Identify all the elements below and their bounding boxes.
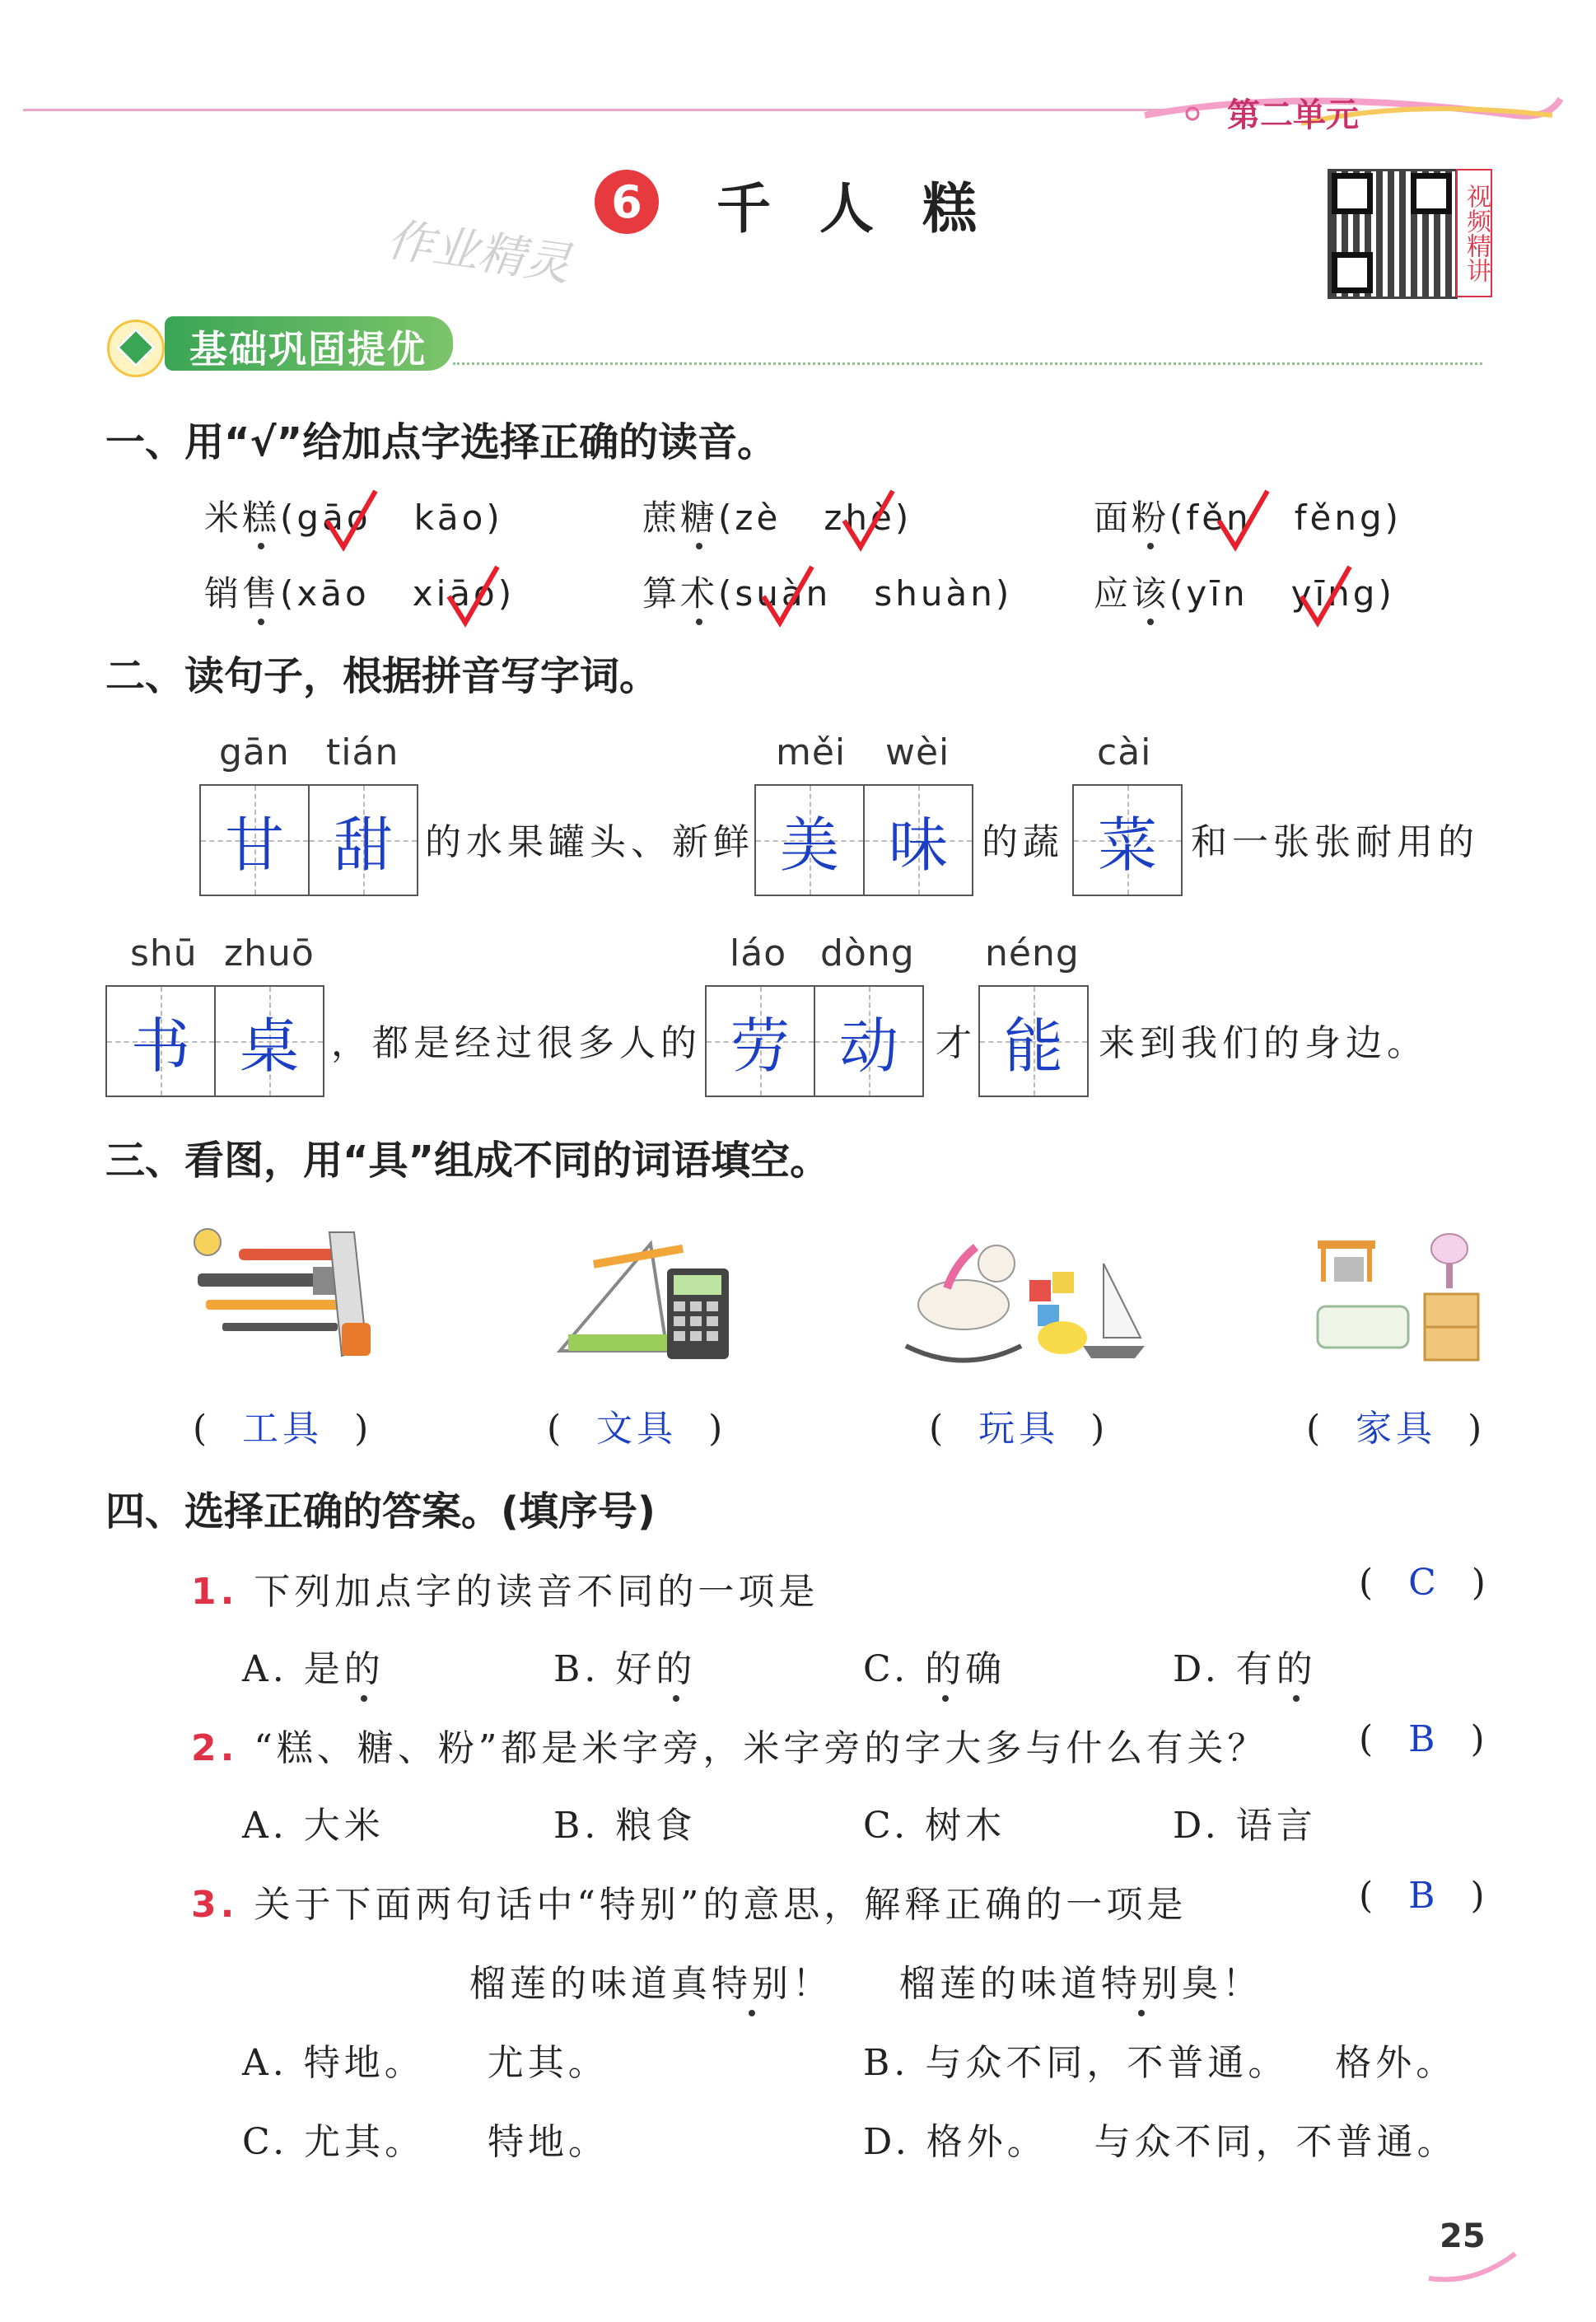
grid-cell: 甘 [201, 786, 308, 895]
pinyin: shū [130, 932, 198, 974]
q1-item: 应该(yīn yīng) [1094, 573, 1395, 614]
pinyin: tián [326, 731, 399, 773]
sentence-text: 的水果罐头、新鲜 [425, 821, 754, 863]
q1-item: 销售(xāo xiāo) [204, 573, 516, 614]
sentence-text: 和一张张耐用的 [1191, 821, 1479, 863]
pinyin-option[interactable]: fěng [1294, 498, 1385, 538]
q1-item: 面粉(fěn fěng) [1094, 498, 1402, 538]
pinyin-option[interactable]: zhè [824, 498, 895, 538]
writing-grid[interactable] [978, 985, 1089, 1097]
q1-item: 蔗糖(zè zhè) [642, 498, 912, 538]
answer-paren: ( C ) [1359, 1562, 1490, 1604]
writing-grid[interactable] [105, 985, 324, 1097]
option-d[interactable]: D. 有的 [1173, 1648, 1317, 1690]
qr-corner-tl [1332, 173, 1373, 214]
checkmark-icon [840, 488, 898, 554]
option-c[interactable]: C. 的确 [863, 1648, 1006, 1690]
q4-title: 四、选择正确的答案。(填序号) [105, 1488, 656, 1535]
tools-illustration [189, 1224, 379, 1364]
pinyin: měi [776, 731, 847, 773]
furniture-illustration [1309, 1224, 1482, 1369]
answer-text[interactable]: 玩具 [978, 1408, 1060, 1450]
qr-corner-bl [1332, 252, 1373, 293]
pinyin-option[interactable]: kāo [413, 498, 487, 538]
q4-answer[interactable]: C [1408, 1562, 1440, 1604]
toys-illustration [898, 1231, 1145, 1371]
pinyin: gān [219, 731, 290, 773]
pinyin-option[interactable]: zè [735, 498, 782, 538]
sentence-text: 的蔬 [982, 821, 1064, 863]
q1-item: 算术(suàn shuàn) [642, 573, 1013, 614]
stationery-illustration [544, 1227, 733, 1367]
q1-title: 一、用“√”给加点字选择正确的读音。 [105, 419, 777, 465]
pinyin-option[interactable]: xiāo [412, 573, 498, 614]
answer-paren: ( B ) [1359, 1718, 1489, 1760]
q3-answer-slot: ( 文具 ) [547, 1408, 727, 1450]
q1-item: 米糕(gāo kāo) [204, 498, 503, 538]
pinyin-option[interactable]: fěn [1186, 498, 1252, 538]
qr-corner-tr [1411, 173, 1452, 214]
example-sentence: 榴莲的味道特别臭！ [899, 1963, 1262, 2005]
q3-answer-slot: ( 家具 ) [1306, 1408, 1486, 1450]
pinyin: láo [730, 932, 787, 974]
grid-cell: 桌 [214, 987, 323, 1096]
grid-cell: 动 [814, 987, 922, 1096]
q3-answer-slot: ( 工具 ) [193, 1408, 373, 1450]
option-b[interactable]: B. 与众不同，不普通。 格外。 [863, 2042, 1457, 2084]
checkmark-icon [445, 563, 502, 629]
grid-cell: 能 [980, 987, 1087, 1096]
grid-cell: 美 [756, 786, 863, 895]
pinyin: wèi [885, 731, 950, 773]
checkmark-icon [1297, 563, 1355, 629]
writing-grid[interactable] [705, 985, 924, 1097]
q3-answer-slot: ( 玩具 ) [929, 1408, 1109, 1450]
header-rule [23, 109, 1176, 111]
writing-grid[interactable] [199, 784, 418, 896]
pinyin-option[interactable]: yīn [1186, 573, 1248, 614]
pinyin-option[interactable]: suàn [735, 573, 832, 614]
option-c[interactable]: C. 尤其。 特地。 [242, 2121, 609, 2163]
lesson-number-badge [595, 170, 659, 234]
answer-paren: ( B ) [1359, 1875, 1489, 1917]
q4-answer[interactable]: B [1408, 1718, 1440, 1760]
q4-question: 1. 下列加点字的读音不同的一项是 [191, 1571, 819, 1613]
q2-title: 二、读句子，根据拼音写字词。 [105, 653, 660, 699]
lesson-title: 千 人 糕 [716, 176, 992, 241]
grid-cell: 味 [863, 786, 972, 895]
q4-question: 3. 关于下面两句话中“特别”的意思，解释正确的一项是 [191, 1884, 1188, 1926]
checkmark-icon [759, 563, 817, 629]
watermark: 作业精灵 [383, 213, 574, 292]
option-a[interactable]: A. 是的 [242, 1648, 385, 1690]
option-a[interactable]: A. 特地。 尤其。 [242, 2042, 609, 2084]
pinyin-option[interactable]: yīng [1290, 573, 1379, 614]
writing-grid[interactable] [754, 784, 973, 896]
answer-text[interactable]: 文具 [596, 1408, 678, 1450]
q3-title: 三、看图，用“具”组成不同的词语填空。 [105, 1138, 830, 1184]
grid-cell: 菜 [1074, 786, 1181, 895]
q4-question: 2. “糕、糖、粉”都是米字旁，米字旁的字大多与什么有关？ [191, 1727, 1268, 1769]
grid-cell: 劳 [707, 987, 814, 1096]
answer-text[interactable]: 工具 [242, 1408, 324, 1450]
page-number: 25 [1440, 2217, 1486, 2255]
q4-answer[interactable]: B [1408, 1875, 1440, 1917]
sentence-text: 才 [936, 1022, 977, 1064]
pinyin-option[interactable]: gāo [296, 498, 371, 538]
option-d[interactable]: D. 语言 [1173, 1805, 1317, 1847]
writing-grid[interactable] [1072, 784, 1183, 896]
checkmark-icon [323, 488, 380, 554]
option-d[interactable]: D. 格外。 与众不同，不普通。 [863, 2121, 1458, 2163]
pinyin: néng [985, 932, 1080, 974]
qr-label: 视频精讲 [1456, 169, 1492, 297]
pinyin: zhuō [224, 932, 315, 974]
example-sentence: 榴莲的味道真特别！ [469, 1963, 833, 2005]
answer-text[interactable]: 家具 [1356, 1408, 1437, 1450]
pinyin-option[interactable]: shuàn [874, 573, 996, 614]
lesson-number: 6 [611, 175, 642, 228]
option-c[interactable]: C. 树木 [863, 1805, 1006, 1847]
pinyin: cài [1097, 731, 1152, 773]
sentence-text: ，都是经过很多人的 [331, 1022, 702, 1064]
checkmark-icon [1215, 488, 1272, 554]
pinyin: dòng [820, 932, 915, 974]
option-b[interactable]: B. 好的 [553, 1648, 697, 1690]
section-banner-text: 基础巩固提优 [189, 327, 427, 371]
grid-cell: 甜 [308, 786, 417, 895]
unit-label: 第二单元 [1227, 96, 1359, 134]
option-b[interactable]: B. 粮食 [553, 1805, 697, 1847]
option-a[interactable]: A. 大米 [242, 1805, 385, 1847]
banner-dotted-rule [453, 362, 1482, 365]
sentence-text: 来到我们的身边。 [1099, 1022, 1428, 1064]
grid-cell: 书 [107, 987, 214, 1096]
pinyin-option[interactable]: xāo [296, 573, 370, 614]
